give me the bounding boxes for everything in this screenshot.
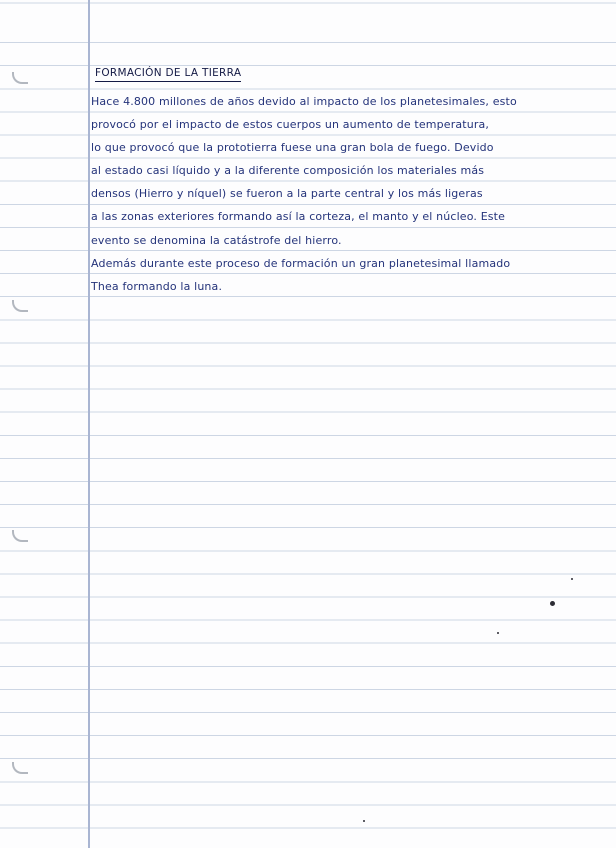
- text-line: provocó por el impacto de estos cuerpos un aumento de temperatura,: [91, 118, 490, 132]
- ink-speck: [363, 820, 365, 822]
- binder-hole: [12, 300, 28, 312]
- text-line: Hace 4.800 millones de años devido al impacto de los planetesimales, esto: [91, 95, 517, 108]
- margin-line: [88, 0, 90, 848]
- ink-speck: [497, 632, 499, 634]
- ink-speck: [571, 578, 573, 580]
- text-line: lo que provocó que la prototierra fuese una gran bola de fuego. Devido: [91, 141, 494, 155]
- binder-hole: [12, 530, 28, 542]
- text-line: densos (Hierro y níquel) se fueron a la parte central y los más ligeras: [91, 187, 483, 201]
- text-line: Además durante este proceso de formación un gran planetesimal llamado: [91, 256, 511, 270]
- page-title: FORMACIÓN DE LA TIERRA: [95, 67, 241, 82]
- text-line: al estado casi líquido y a la diferente composición los materiales más: [91, 164, 485, 178]
- binder-hole: [12, 762, 28, 774]
- text-line: Thea formando la luna.: [91, 279, 223, 293]
- ink-speck: [550, 601, 555, 606]
- handwritten-paragraph: [91, 90, 517, 298]
- binder-hole: [12, 72, 28, 84]
- text-line: a las zonas exteriores formando así la corteza, el manto y el núcleo. Este: [91, 210, 506, 224]
- text-line: evento se denomina la catástrofe del hierro.: [91, 233, 342, 247]
